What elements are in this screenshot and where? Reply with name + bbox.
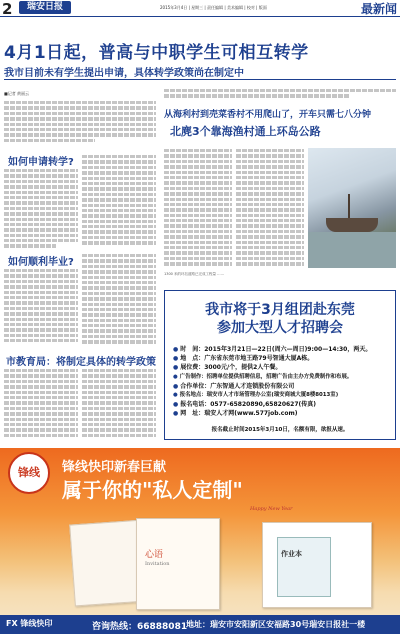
job-fair-item-text: 网 址：瑞安人才网(www.577job.com): [180, 410, 298, 418]
sample-notebook: [262, 522, 372, 608]
bullet-icon: ●: [173, 382, 179, 390]
section-name: 最新闻: [360, 2, 397, 16]
job-fair-item-text: 时 间：2015年3月21日—22日(周六—周日)9:00—14:30，两天。: [180, 346, 372, 353]
job-fair-item: [173, 373, 393, 382]
job-fair-item-text: 地 点：广东省东莞市地王路79号智通大厦A栋。: [180, 355, 314, 363]
boat-mast: [348, 194, 350, 220]
job-fair-item: [173, 363, 393, 372]
second-story-caption: [164, 272, 396, 286]
bullet-icon: ●: [173, 346, 179, 353]
job-fair-item-text: 广告制作：招聘单位提供招聘信息，招聘广告由主办方免费制作和布展。: [179, 373, 353, 380]
boat: [326, 218, 378, 232]
job-fair-item-text: 展位费：3000元/个，提供2人午餐。: [180, 364, 282, 372]
lead-body-column-2: [82, 154, 156, 249]
lead-body-column-3: [164, 88, 396, 102]
fishing-village-photo: [308, 148, 396, 268]
job-fair-deadline-note: 报名截止时间2015年3月10日，名额有限，欲报从速。: [211, 427, 349, 433]
lead-subhead: 我市目前未有学生提出申请，具体转学政策尚在制定中: [4, 68, 244, 79]
masthead: [0, 0, 400, 17]
second-story-headline: 北麂3个靠海渔村通上环岛公路: [170, 125, 321, 138]
bullet-icon: ●: [173, 373, 178, 380]
lead-body-column-1b: [4, 168, 78, 249]
second-story-kicker: 从海利村到売菜香村不用爬山了，开车只需七八分钟: [164, 110, 372, 120]
divider: [4, 79, 396, 80]
lead-body-column-2c: [82, 368, 156, 440]
lead-body-column-1c: [4, 268, 78, 348]
job-fair-item-text: 报名电话：0577-65820890,65820627(传真): [180, 401, 317, 409]
section-heading: 如何顺利毕业?: [8, 257, 74, 268]
job-fair-item: [173, 391, 393, 400]
water: [308, 232, 396, 268]
job-fair-item: [173, 409, 393, 418]
ad-title-line2: 属于你的"私人定制": [62, 478, 243, 502]
invitation-subtitle: Invitation: [145, 561, 170, 567]
job-fair-title-line1: 我市将于3月组团赴东莞: [205, 302, 355, 318]
job-fair-item-text: 合作单位：广东智通人才连锁股份有限公司: [180, 382, 295, 390]
bullet-icon: ●: [173, 355, 179, 363]
second-story-body-1: [164, 148, 232, 268]
byline: ■记者 黄丽云: [4, 91, 30, 96]
job-fair-item: [173, 400, 393, 409]
job-fair-notice: [164, 290, 396, 440]
bullet-icon: ●: [173, 364, 179, 372]
job-fair-item-text: 报名地点：瑞安市人才市场管理办公室(瑞安商城大厦8楼8013室): [179, 392, 339, 399]
job-fair-item: [173, 354, 393, 363]
job-fair-details: [173, 345, 393, 419]
ad-contact-bar: [0, 615, 400, 634]
second-story-body-2: [236, 148, 304, 268]
job-fair-title-line2: 参加大型人才招聘会: [217, 320, 343, 336]
bullet-icon: ●: [173, 410, 179, 418]
caption-text: 1300 米的环岛道路已完成工程量 ……: [164, 272, 225, 276]
bullet-icon: ●: [173, 392, 178, 399]
lead-body-column-2b: [82, 253, 156, 348]
print-shop-advertisement: [0, 448, 400, 634]
ad-title-line1: 锋线快印新春巨献: [62, 460, 167, 475]
ad-phone: 咨询热线：66888081: [92, 622, 188, 632]
paper-name-logo: 瑞安日报: [19, 1, 71, 14]
job-fair-item: [173, 345, 393, 354]
notebook-label: 作业本: [281, 550, 302, 558]
lead-body-column-1d: [4, 368, 78, 440]
ad-script-text: Happy New Year: [250, 506, 293, 512]
page-number: 2: [2, 0, 13, 18]
issue-info: 2015年3月4日 | 星期三 | 责任编辑 | 美术编辑 | 校对 | 版面: [160, 5, 267, 10]
lead-headline: 4月1日起，普高与中职学生可相互转学: [4, 43, 309, 63]
job-fair-item: [173, 382, 393, 391]
ad-bar-logo: FX 锋线快印: [6, 619, 53, 628]
ad-address: 地址：瑞安市安阳新区安福路30号瑞安日报社一楼: [186, 620, 366, 629]
bullet-icon: ●: [173, 401, 179, 409]
lead-body-column-1: [4, 100, 156, 150]
invitation-title: 心语: [145, 550, 164, 560]
sample-invitation-card: [136, 518, 220, 610]
section-heading: 市教育局：将制定具体的转学政策: [6, 357, 156, 368]
print-shop-logo: 锋线: [8, 452, 50, 494]
notebook-cover: [277, 537, 331, 597]
section-heading: 如何申请转学?: [8, 157, 74, 168]
